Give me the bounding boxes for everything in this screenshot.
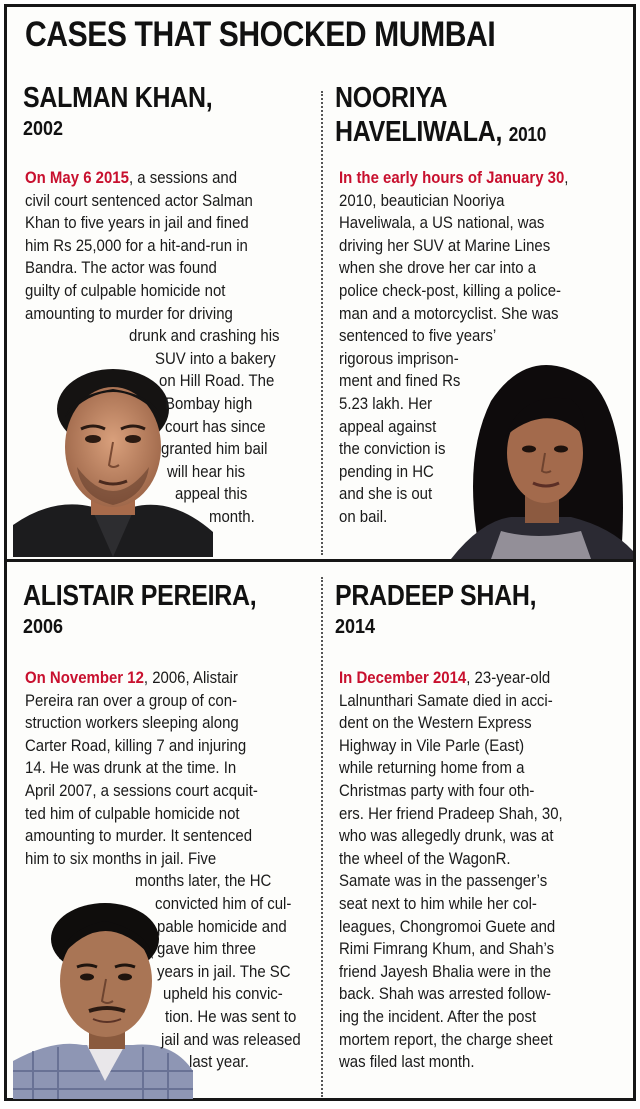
lead-phrase: On November 12 [25,668,144,687]
nooriya-story: In the early hours of January 30, 2010, beautician Nooriya Haveliwala, a US national, was driving her SUV at Marine Lines when she drove her car into a police check-post, killing a police- man and a motorcyclist. She was sentenced to five years’ rigorous imprison- ment and fined Rs 5.23 lakh. Her appeal against the conviction is pending in HC and she is out on bail. [339,168,569,526]
article-box [4,4,636,1101]
section-rule [7,559,633,562]
lead-phrase: On May 6 2015 [25,168,129,187]
column-divider-bottom [321,577,323,1097]
case-year: 2002 [23,118,64,140]
case-name: PRADEEP SHAH, [335,580,537,612]
column-divider-top [321,91,323,555]
case-name: ALISTAIR PEREIRA, [23,580,257,612]
lead-phrase: In December 2014 [339,668,467,687]
lead-phrase: In the early hours of January 30 [339,168,565,187]
case-year: 2006 [23,616,64,638]
case-name-line2: HAVELIWALA, [335,116,503,148]
salman-story: On May 6 2015, a sessions and civil court sentenced actor Salman Khan to five years in jail and fined him Rs 25,000 for a hit-and-run in Bandra. The actor was found guilty of culpable homicide not amounting to murder for driving drunk and crashing his SUV into a bakery on Hill Road. The Bombay high court has since granted him bail will hear his appeal this month. [25,168,280,526]
alistair-story: On November 12, 2006, Alistair Pereira ran over a group of con- struction workers sleeping along Carter Road, killing 7 and injuring 14. He was drunk at the time. In April 2007, a sessions court acquit- ted him of culpable homicide not amounting to murder. It sentenced him to six months in jail. Five months later, the HC convicted him of cul- pable homicide and gave him three years in jail. The SC upheld his convic- tion. He was sent to jail and was released last year. [25,668,301,1072]
case-year: 2014 [335,616,376,638]
case-name: NOORIYA [335,82,448,114]
case-year: 2010 [508,124,547,146]
headline: CASES THAT SHOCKED MUMBAI [25,15,496,54]
case-name: SALMAN KHAN, [23,82,213,114]
pradeep-story: In December 2014, 23-year-old Lalnunthari Samate died in acci- dent on the Western Express Highway in Vile Parle (East) while returning home from a Christmas party with four oth- ers. Her friend Pradeep Shah, 30, who was allegedly drunk, was at the wheel of the WagonR. Samate was in the passenger’s seat next to him while her col- leagues, Chongromoi Guete and Rimi Fimrang Khum, and Shah’s friend Jayesh Bhalia were in the back. Shah was arrested follow- ing the incident. After the post mortem report, the charge sheet was filed last month. [339,668,563,1072]
